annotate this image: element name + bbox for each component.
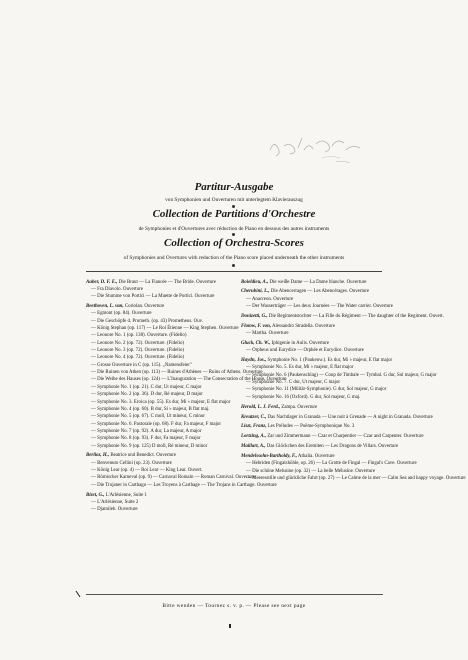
catalog-entry-composer <box>241 288 383 295</box>
work-title: Symphonie No. 1 (Paukenw.). Es dur, Mi ♭ majeur, E flat major <box>266 358 393 364</box>
title-german: Partitur-Ausgabe <box>194 181 274 193</box>
catalog-entry-work <box>86 391 226 398</box>
work-title: — Symphonie No. 4 (op. 60). B dur, Si ♭ majeur, B flat maj. <box>91 406 210 412</box>
composer-name: Herold, L. J. Ferd., <box>241 404 281 410</box>
title-english: Collection of Orchestra-Scores <box>164 237 304 249</box>
catalog-entry-composer <box>86 279 226 286</box>
work-title: — Anacreon. Ouverture <box>246 296 294 302</box>
catalog-entry-work <box>241 303 393 310</box>
catalog-entry-composer <box>241 323 383 330</box>
work-title: Das Nachtlager in Granada — Une nuit à Grenade — A night in Granada. Ouverture <box>266 414 433 420</box>
catalog-entry-work <box>241 347 383 354</box>
work-title: — Symphonie No. 11 (Militär-Symphonie). G dur, Sol majeur, G major <box>246 387 387 393</box>
catalog-entry-composer <box>241 340 383 347</box>
work-title: — Die Geschöpfe d. Prometh. (op. 43) Prometheus. Ouv. <box>91 318 204 324</box>
work-title: — König Lear (op. 4) — Roi Lear — King Lear. Ouvert. <box>91 468 203 474</box>
work-title: Die Braut — La Fiancée — The Bride. Ouverture <box>117 279 216 285</box>
catalog-entry-work <box>86 399 231 406</box>
work-title: — Symphonie No. 1 (op. 21). C dur, Ut majeur, C major <box>91 384 202 390</box>
composer-name: Bizet, G., <box>86 492 105 498</box>
footer-mark <box>229 624 231 628</box>
catalog-entry-composer <box>241 313 444 320</box>
composer-name: Berlioz, H., <box>86 453 110 459</box>
separator-dot <box>232 264 235 267</box>
work-title: — Orpheus und Eurydice — Orphée et Eurydice. Ouverture <box>246 348 364 354</box>
work-title: — Meeresstille und glückliche Fahrt (op. 27) — Le Calme de la mer — Calm Sea and happy voyage. Ouverture <box>246 475 466 481</box>
work-title: — L'Arlésienne, Suite 2 <box>91 499 139 505</box>
catalog-entry-work <box>86 354 226 361</box>
catalog-entry-composer <box>241 404 383 411</box>
work-title: — Der Wasserträger — Les deux Journées — The Water carrier. Ouverture <box>246 304 393 310</box>
work-title: Iphigenie in Aulis. Ouverture <box>270 340 329 346</box>
work-title: Das Glöckchen des Eremiten — Les Dragons de Villars. Ouverture <box>265 444 399 450</box>
work-title: — Die Stumme von Portici — La Muette de Portici. Ouverture <box>91 294 215 300</box>
margin-mark-icon <box>75 590 81 598</box>
catalog-entry-work <box>86 293 226 300</box>
work-title: — Egmont (op. 84). Ouverture <box>91 311 152 317</box>
catalog-entry-work <box>86 369 263 376</box>
composer-name: Cherubini, L., <box>241 289 270 295</box>
work-title: — Symphonie No. 5. Es dur, Mi ♭ majeur, E flat major <box>246 365 354 371</box>
work-title: — König Stephan (op. 117) — Le Roi Étienne — King Stephen. Ouverture <box>91 326 239 332</box>
work-title: Die Abencerragen — Les Abencérages. Ouverture <box>269 289 370 295</box>
work-title: — Leonore No. 2 (op. 72). Ouverture. (Fidelio) <box>91 340 185 346</box>
catalog-entry-work <box>86 406 226 413</box>
catalog-entry-work <box>86 325 239 332</box>
work-title: — Symphonie No. 16 (Oxford). G dur, Sol majeur, G maj. <box>246 394 361 400</box>
catalog-entry-work <box>241 296 383 303</box>
composer-name: Lortzing, A., <box>241 434 267 440</box>
catalog-entry-work <box>86 506 226 513</box>
catalog-entry-work <box>86 340 226 347</box>
catalog-entry-composer <box>241 357 393 364</box>
bottom-rule <box>86 594 383 595</box>
composer-name: Liszt, Franz, <box>241 424 267 430</box>
work-title: — Symphonie No. 6 (Paukenschlag) — Coup de Timbale — Tymbal. G dur, Sol majeur, G major <box>246 372 437 378</box>
work-title: — Djamileh. Ouverture <box>91 507 138 513</box>
catalog-entry-work <box>86 460 226 467</box>
catalog-entry-work <box>86 482 277 489</box>
catalog-entry-work <box>86 474 256 481</box>
work-title: — Benvenuto Cellini (op. 23). Ouverture <box>91 460 172 466</box>
work-title: — Fra Diavolo. Ouverture <box>91 286 143 292</box>
work-title: Les Préludes — Poëme-Symphonique No. 3 <box>266 424 355 430</box>
catalog-entry-work <box>86 310 226 317</box>
catalog-entry-work <box>241 372 437 379</box>
page-footer: Bitte wenden — Tournez s. v. p. — Please see next page <box>162 603 306 609</box>
right-column <box>241 276 466 482</box>
work-title: Zampa. Ouverture <box>280 404 318 410</box>
catalog-entry-composer <box>241 433 424 440</box>
handwritten-annotation <box>262 128 372 168</box>
work-title: — Hebriden (Fingalshöhle, op. 26) — La Grotte de Fingal — Fingal's Cave. Ouverture <box>246 461 417 467</box>
catalog-entry-work <box>86 443 226 450</box>
catalog-entry-work <box>241 460 417 467</box>
work-title: Athalia. Ouverture <box>296 453 335 459</box>
work-title: — Symphonie No. 6. Pastorale (op. 68). F dur, Fa majeur, F major <box>91 421 222 427</box>
composer-name: Mendelssohn-Bartholdy, F., <box>241 453 297 459</box>
work-title: L'Arlésienne, Suite 1 <box>104 492 147 498</box>
catalog-entry-composer <box>86 452 226 459</box>
work-title: — Symphonie No. 5 (op. 67). C moll, Ut mineur, C minor <box>91 414 205 420</box>
catalog-entry-composer <box>86 303 226 310</box>
work-title: — Die Trojaner in Carthago — Les Troyens à Carthage — The Trojans in Carthage. Ouverture <box>91 482 277 488</box>
catalog-entry-work <box>241 468 383 475</box>
subtitle-german: von Symphonien und Ouverturen mit unterlegtem Klavierauszug <box>165 197 303 203</box>
catalog-entry-work <box>86 467 226 474</box>
composer-name: Beethoven, L. van, <box>86 304 124 310</box>
work-title: Die Regimentstochter — La Fille du Régiment — The daughter of the Regiment. Ouvert. <box>267 313 444 319</box>
composer-name: Flotow, F. von, <box>241 323 272 329</box>
top-rule <box>86 271 382 272</box>
work-title: Alessandro Stradella. Ouverture <box>271 323 335 329</box>
composer-name: Boieldieu, A., <box>241 279 269 285</box>
work-title: — Die Weihe des Hauses (op. 124) — L'Inauguration — The Consecration of the House. Ouverture <box>91 377 287 383</box>
work-title: — Leonore No. 4 (op. 72). Ouverture. (Fidelio) <box>91 355 185 361</box>
composer-name: Auber, D. F. E., <box>86 279 118 285</box>
composer-name: Maillart, A., <box>241 444 266 450</box>
work-title: — Symphonie No. 9 (op. 125) D moll, Ré mineur, D minor <box>91 443 208 449</box>
composer-name: Kreutzer, C., <box>241 414 267 420</box>
catalog-entry-work <box>86 428 226 435</box>
work-title: — Symphonie No. 2 (op. 36). D dur, Ré majeur, D major <box>91 392 203 398</box>
composer-name: Gluck, Ch. W., <box>241 340 271 346</box>
work-title: — Symphonie No. 7 (op. 92). A dur, La majeur, A major <box>91 428 202 434</box>
separator-dot <box>232 233 235 236</box>
catalog-entry-work <box>86 384 226 391</box>
work-title: — Grosse Ouverture in C (op. 115). „Namensfeier" <box>91 362 192 368</box>
catalog-entry-work <box>86 286 226 293</box>
work-title: Beatrice und Benedict. Ouverture <box>109 453 177 459</box>
work-title: — Symphonie No. 7. C dur, Ut majeur, C major <box>246 380 341 386</box>
catalog-entry-composer <box>241 423 383 430</box>
catalog-entry-composer <box>241 443 399 450</box>
work-title: — Die Ruinen von Athen (op. 113) — Ruines d'Athènes — Ruins of Athens. Ouverture <box>91 370 263 376</box>
catalog-entry-work <box>86 435 226 442</box>
work-title: Coriolan. Ouverture <box>123 304 165 310</box>
work-title: — Römischer Karneval (op. 9) — Carnaval Romain — Roman Carnival. Ouverture <box>91 475 256 481</box>
composer-name: Donizetti, G., <box>241 313 268 319</box>
catalog-entry-work <box>241 386 387 393</box>
work-title: — Leonore No. 3 (op. 72). Ouverture. (Fidelio) <box>91 348 185 354</box>
catalog-entry-work <box>241 364 383 371</box>
work-title: — Leonore No. 1 (op. 138). Ouverture. (Fidelio) <box>91 333 187 339</box>
catalog-entry-work <box>86 318 226 325</box>
catalog-entry-work <box>241 379 383 386</box>
subtitle-french: de Symphonies et d'Ouvertures avec réduction de Piano en dessous des autres instruments <box>138 226 330 232</box>
title-french: Collection de Partitions d'Orchestre <box>152 208 316 220</box>
catalog-entry-composer <box>86 492 226 499</box>
catalog-entry-composer <box>241 279 383 286</box>
work-title: Die weiße Dame — La Dame blanche. Ouverture <box>268 279 367 285</box>
work-title: — Symphonie No. 8 (op. 93). F dur, Fa majeur, F major <box>91 436 201 442</box>
catalog-entry-work <box>86 413 226 420</box>
catalog-entry-composer <box>241 453 383 460</box>
work-title: Zar und Zimmermann — Czar et Charpentier — Czar and Carpenter. Ouverture <box>266 434 424 440</box>
catalog-entry-work <box>86 499 226 506</box>
catalog-entry-work <box>86 376 287 383</box>
catalog-entry-work <box>86 421 226 428</box>
catalog-entry-work <box>86 347 226 354</box>
work-title: — Martha. Ouverture <box>246 331 289 337</box>
catalog-entry-work <box>241 330 383 337</box>
catalog-entry-work <box>241 394 383 401</box>
catalog-entry-work <box>86 332 226 339</box>
work-title: — Symphonie No. 3. Eroica (op. 55). Es dur, Mi ♭ majeur, E flat major <box>91 399 231 405</box>
catalog-entry-work <box>86 362 226 369</box>
work-title: — Die schöne Melusine (op. 32) — La belle Mélusine. Ouverture <box>246 468 376 474</box>
catalog-entry-composer <box>241 414 433 421</box>
subtitle-english: of Symphonies and Overtures with reduction of the Piano score placed underneath the other instruments <box>123 255 345 261</box>
catalog-entry-work <box>241 475 466 482</box>
composer-name: Haydn, Jos., <box>241 358 267 364</box>
